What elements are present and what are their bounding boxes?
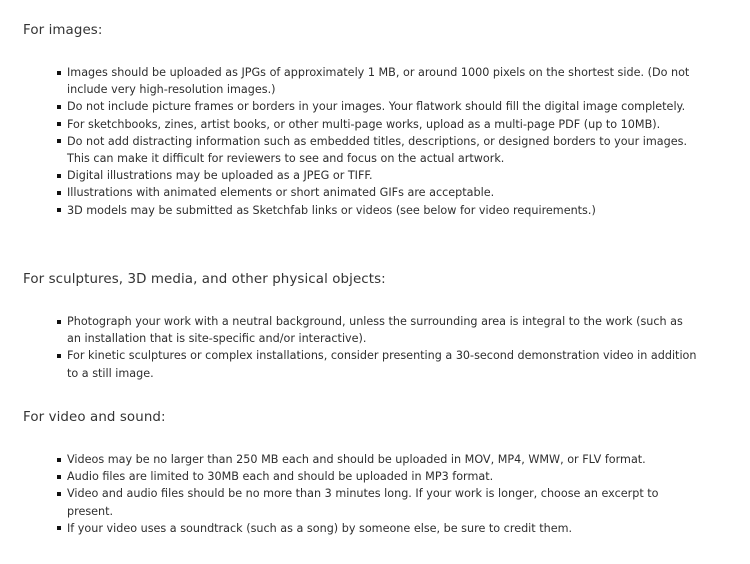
bullet-icon [57,139,61,143]
list-item-text: For kinetic sculptures or complex installations, consider presenting a 30-second demonstration video in addition to a still image. [67,349,697,380]
list-item [67,98,697,115]
list-item [67,451,697,468]
bullet-icon [57,458,61,462]
list-item [67,167,697,184]
list-item-text: Video and audio files should be no more than 3 minutes long. If your work is longer, choose an excerpt to present. [67,487,659,518]
list-item [67,184,697,201]
list-item [67,468,697,485]
bullet-icon [57,174,61,178]
list-item-text: Do not include picture frames or borders in your images. Your flatwork should fill the digital image completely. [67,100,686,114]
bullet-icon [57,71,61,75]
list-item-text: Images should be uploaded as JPGs of approximately 1 MB, or around 1000 pixels on the shortest side. (Do not include very high-resolution images.) [67,66,690,97]
video-sound-guidelines-list [67,451,697,537]
sculptures-guidelines-list [67,313,697,382]
list-item-text: 3D models may be submitted as Sketchfab links or videos (see below for video requirements.) [67,203,596,217]
bullet-icon [57,475,61,479]
bullet-icon [57,105,61,109]
list-item-text: Do not add distracting information such as embedded titles, descriptions, or designed borders to your images. This can make it difficult for reviewers to see and focus on the actual artwork. [67,134,688,166]
section-heading-sculptures: For sculptures, 3D media, and other physical objects: [23,272,386,287]
list-item-text: If your video uses a soundtrack (such as a song) by someone else, be sure to credit them. [67,521,573,535]
list-item-text: Videos may be no larger than 250 MB each and should be uploaded in MOV, MP4, WMW, or FLV format. [67,453,646,466]
list-item-text: Audio files are limited to 30MB each and should be uploaded in MP3 format. [67,470,494,484]
list-item [67,347,697,381]
bullet-icon [57,208,61,212]
bullet-icon [57,526,61,530]
images-guidelines-list [67,64,697,219]
list-item-text: Digital illustrations may be uploaded as a JPEG or TIFF. [67,169,373,183]
bullet-icon [57,492,61,496]
list-item [67,133,697,167]
list-item-text: Photograph your work with a neutral background, unless the surrounding area is integral to the work (such as an installation that is site-specific and/or interactive). [67,315,683,346]
section-heading-video-sound: For video and sound: [23,410,166,425]
list-item [67,64,697,98]
list-item [67,116,697,133]
list-item [67,485,697,519]
list-item [67,313,697,347]
bullet-icon [57,320,61,324]
list-item-text: Illustrations with animated elements or short animated GIFs are acceptable. [67,186,495,200]
section-heading-images: For images: [23,23,103,38]
list-item-text: For sketchbooks, zines, artist books, or other multi-page works, upload as a multi-page PDF (up to 10MB). [67,117,661,131]
list-item [67,520,697,537]
bullet-icon [57,191,61,195]
bullet-icon [57,122,61,126]
bullet-icon [57,354,61,358]
list-item [67,202,697,219]
